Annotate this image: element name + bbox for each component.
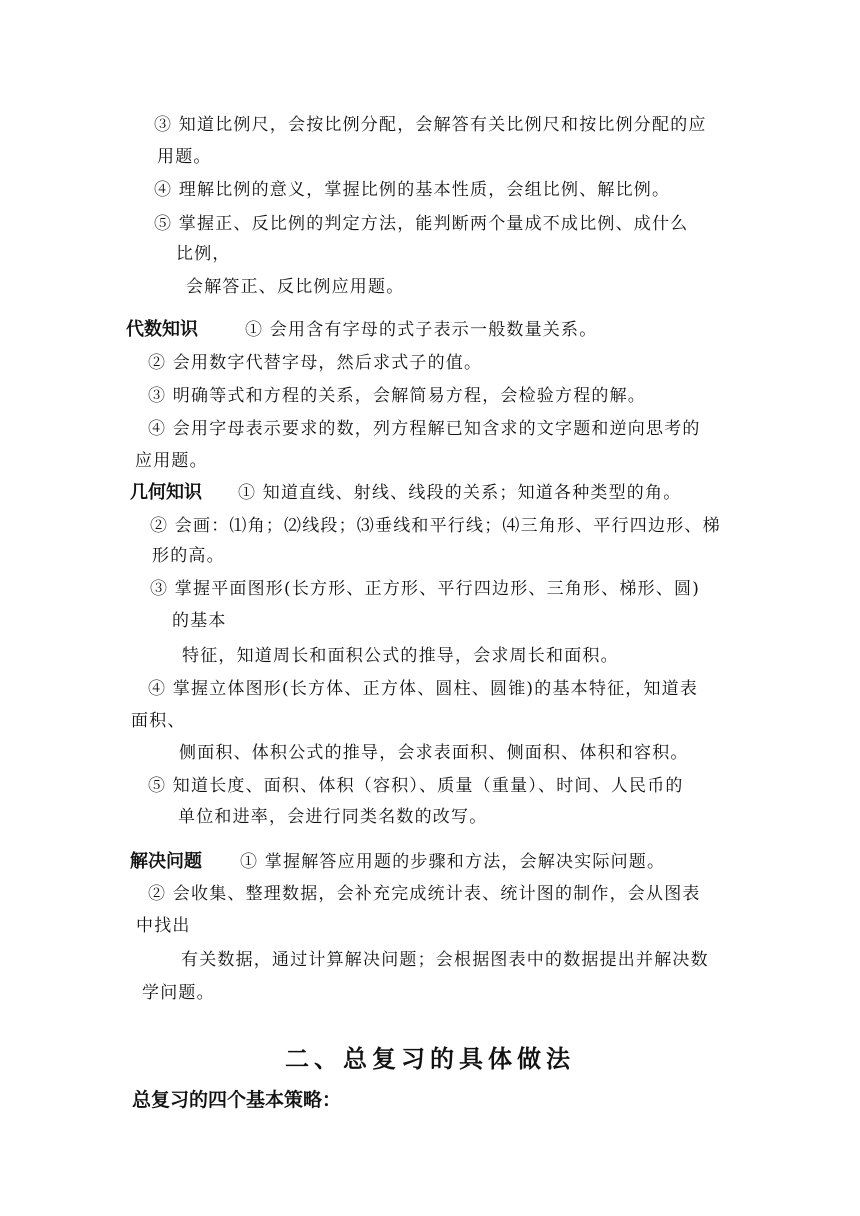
- geometry-item-5: ⑤ 知道长度、面积、体积（容积）、质量（重量）、时间、人民币的: [148, 776, 684, 796]
- algebra-item-4: ④ 会用字母表示要求的数，列方程解已知含求的文字题和逆向思考的: [148, 419, 701, 439]
- geometry-item-5-cont: 单位和进率，会进行同类名数的改写。: [178, 807, 488, 827]
- geometry-item-4-cont: 面积、: [131, 711, 186, 731]
- problem-item-2-cont3: 学问题。: [142, 983, 215, 1003]
- geometry-item-3-cont: 的基本: [172, 611, 227, 631]
- section-title-algebra: 代数知识: [126, 319, 198, 340]
- algebra-item-3: ③ 明确等式和方程的关系，会解简易方程，会检验方程的解。: [148, 386, 647, 406]
- ratio-item-4: ④ 理解比例的意义，掌握比例的基本性质，会组比例、解比例。: [154, 180, 671, 200]
- ratio-item-3-cont: 用题。: [157, 147, 212, 167]
- geometry-item-1: ① 知道直线、射线、线段的关系；知道各种类型的角。: [238, 483, 682, 503]
- geometry-item-2-cont: 形的高。: [152, 546, 225, 566]
- algebra-item-2: ② 会用数字代替字母，然后求式子的值。: [148, 353, 483, 373]
- section-title-geometry: 几何知识: [130, 482, 202, 503]
- ratio-item-3: ③ 知道比例尺，会按比例分配，会解答有关比例尺和按比例分配的应: [154, 115, 707, 135]
- ratio-item-5-cont: 比例，: [176, 244, 231, 264]
- section-heading: 二、总复习的具体做法: [285, 1045, 575, 1073]
- geometry-item-4-cont2: 侧面积、体积公式的推导，会求表面积、侧面积、体积和容积。: [179, 743, 689, 763]
- ratio-item-5: ⑤ 掌握正、反比例的判定方法，能判断两个量成不成比例、成什么: [154, 214, 689, 234]
- problem-item-2: ② 会收集、整理数据，会补充完成统计表、统计图的制作，会从图表: [148, 884, 701, 904]
- geometry-item-2: ② 会画：⑴角；⑵线段；⑶垂线和平行线；⑷三角形、平行四边形、梯: [150, 516, 721, 536]
- geometry-item-3: ③ 掌握平面图形(长方形、正方形、平行四边形、三角形、梯形、圆): [150, 579, 701, 599]
- section-title-problem: 解决问题: [130, 851, 202, 872]
- problem-item-2-cont2: 有关数据，通过计算解决问题；会根据图表中的数据提出并解决数: [181, 950, 709, 970]
- subheading-strategies: 总复习的四个基本策略：: [132, 1089, 342, 1111]
- algebra-item-1: ① 会用含有字母的式子表示一般数量关系。: [245, 320, 598, 340]
- geometry-item-3-cont2: 特征，知道周长和面积公式的推导，会求周长和面积。: [182, 646, 619, 666]
- algebra-item-4-cont: 应用题。: [135, 451, 208, 471]
- problem-item-1: ① 掌握解答应用题的步骤和方法，会解决实际问题。: [240, 852, 666, 872]
- problem-item-2-cont: 中找出: [136, 916, 191, 936]
- ratio-item-5-cont2: 会解答正、反比例应用题。: [186, 277, 405, 297]
- geometry-item-4: ④ 掌握立体图形(长方体、正方体、圆柱、圆锥)的基本特征，知道表: [148, 679, 699, 699]
